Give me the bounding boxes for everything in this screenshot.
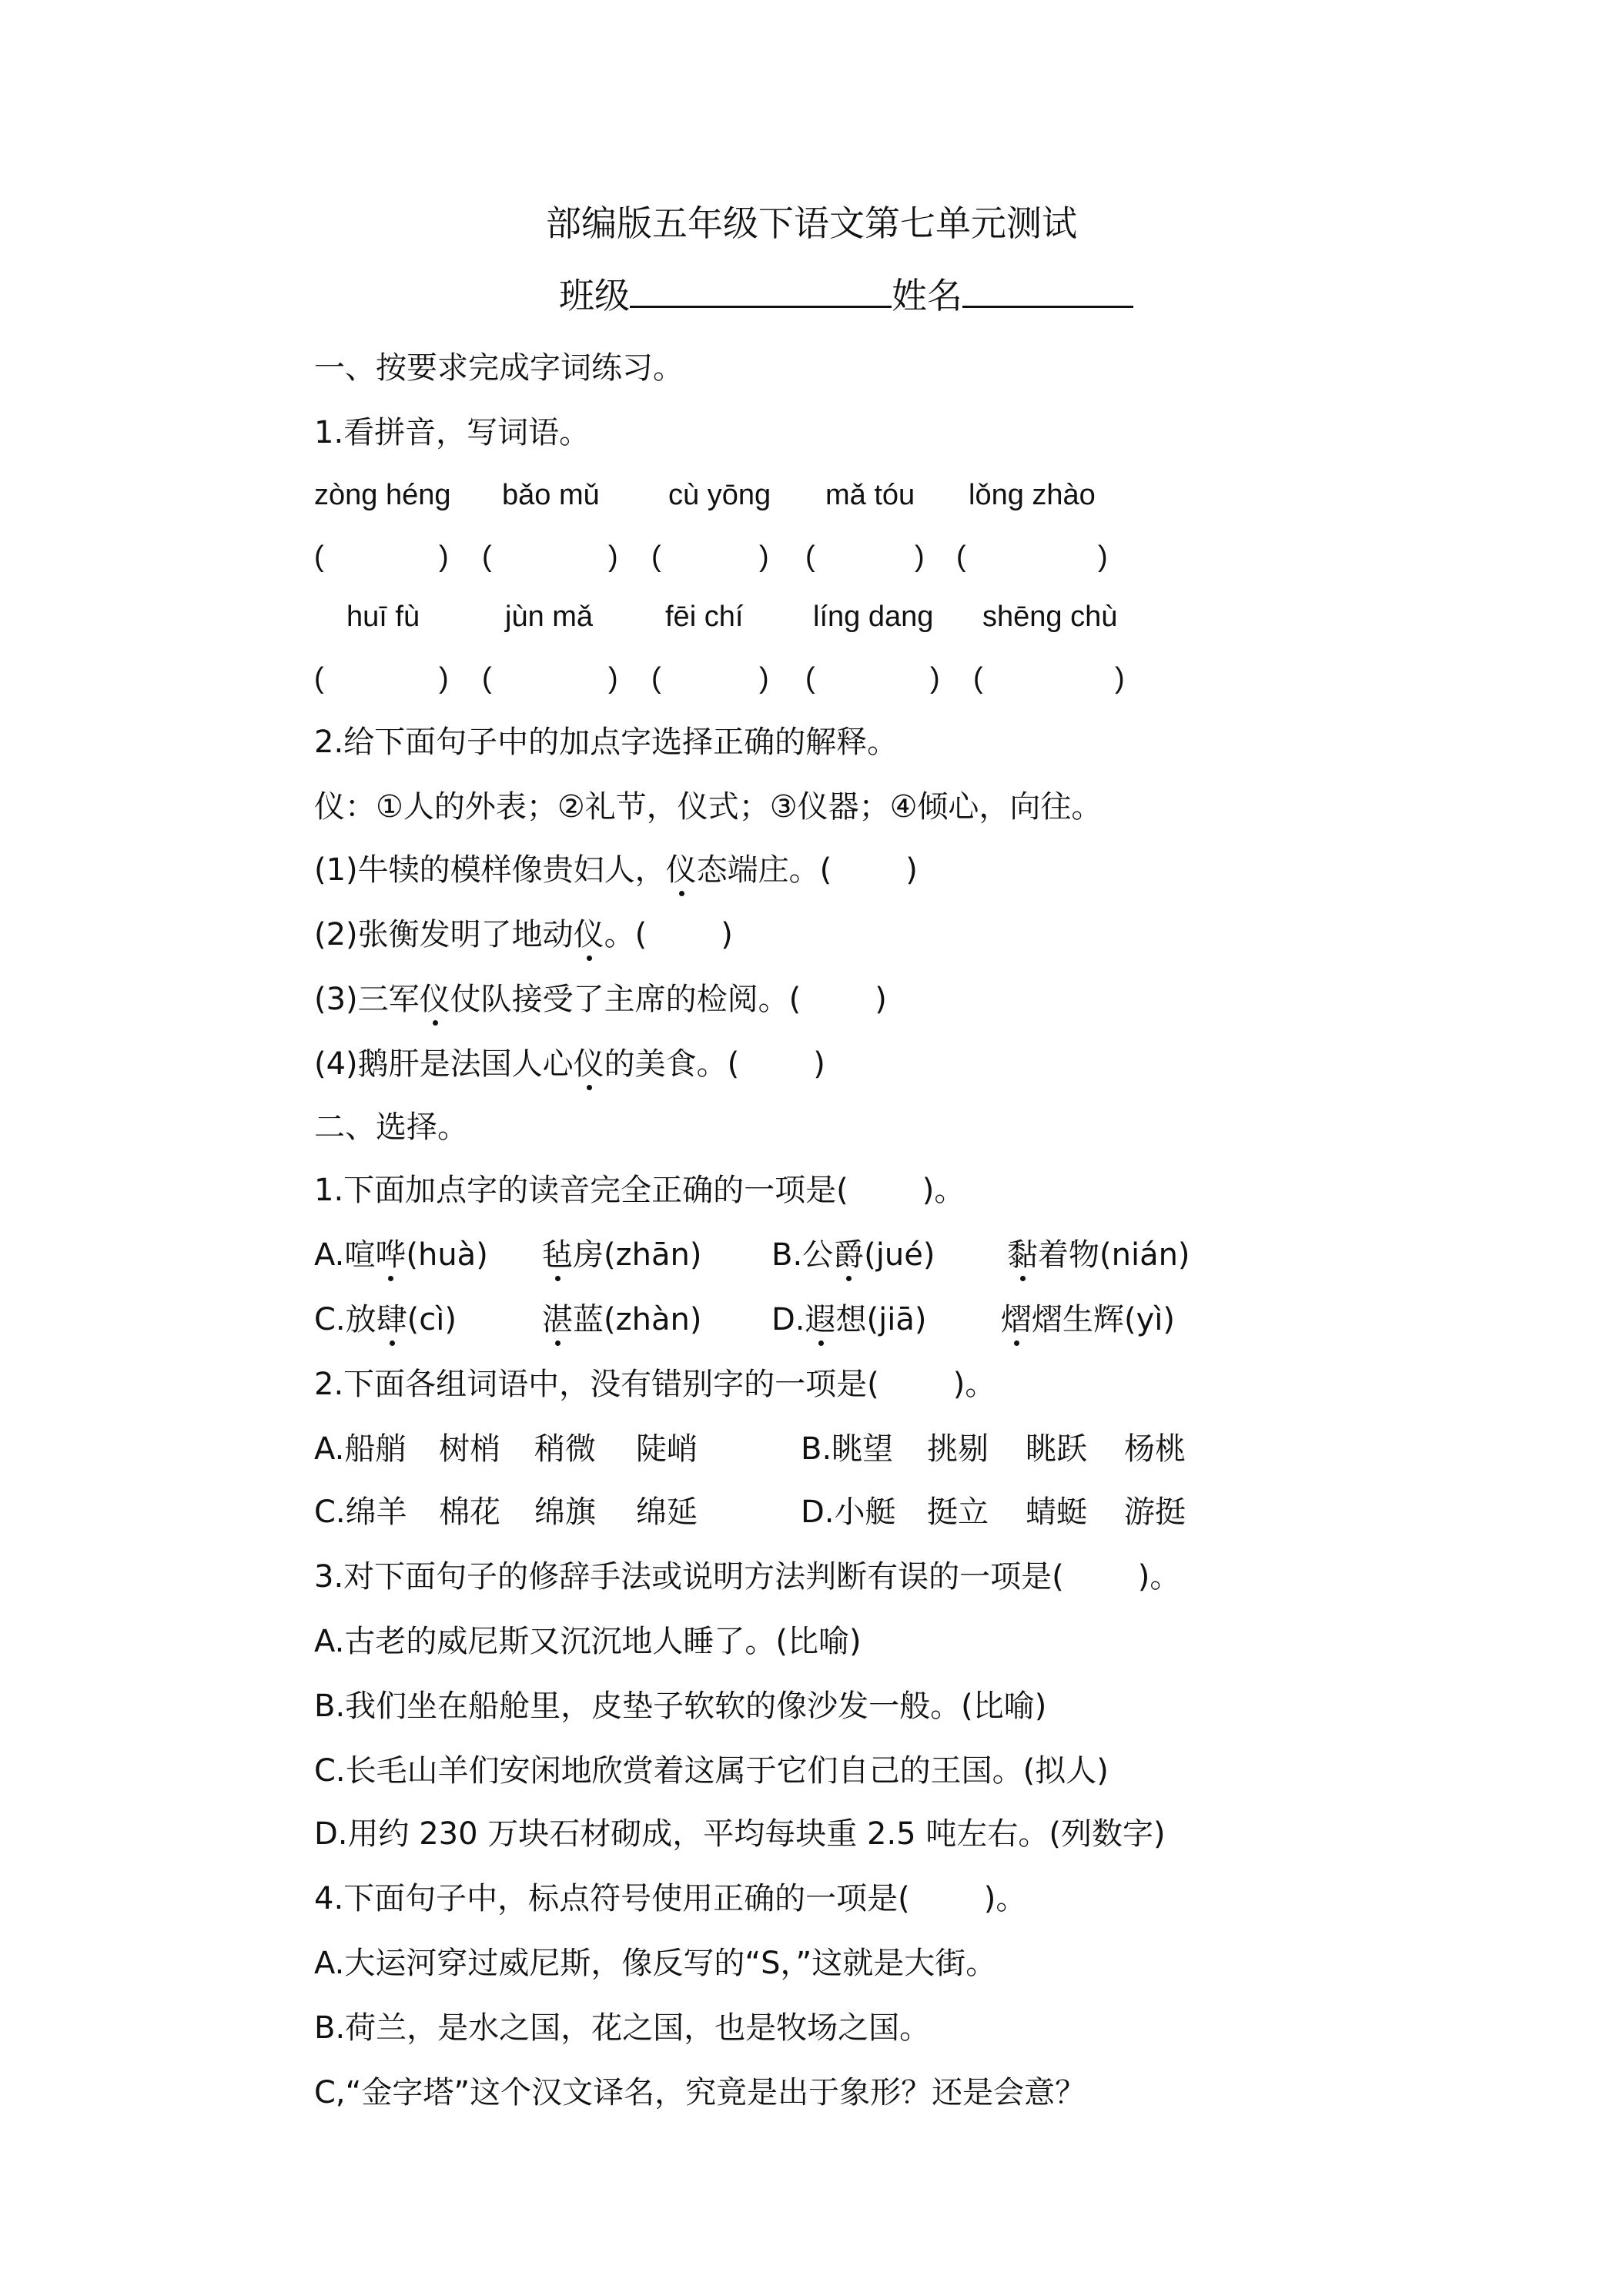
- sentence-item: (1)牛犊的模样像贵妇人，仪态端庄。( ): [314, 848, 918, 892]
- dotted-char: 仪: [420, 978, 450, 1021]
- class-label: 班级: [559, 275, 630, 316]
- option-d-words: 游挺: [1124, 1494, 1186, 1530]
- option-d: D.遐想(jiā): [771, 1298, 926, 1341]
- option-b-2: 黏着物(nián): [1007, 1233, 1190, 1277]
- option-b: B.公爵(jué): [771, 1233, 935, 1277]
- option-a: A.喧哗(huà): [314, 1233, 488, 1277]
- sentence-item: (2)张衡发明了地动仪。( ): [314, 913, 733, 956]
- dotted-char: 湛: [542, 1298, 573, 1341]
- pinyin-item: huī fù: [346, 601, 420, 633]
- page-title: 部编版五年级下语文第七单元测试: [546, 202, 1077, 244]
- option-b: B.荷兰，是水之国，花之国，也是牧场之国。: [314, 2010, 931, 2046]
- definition-line: 仪：①人的外表；②礼节，仪式；③仪器；④倾心，向往。: [314, 789, 1103, 825]
- option-c: C,“金字塔”这个汉文译名，究竟是出于象形？还是会意？: [314, 2075, 1086, 2110]
- pinyin-item: lǒng zhào: [969, 479, 1096, 511]
- dotted-char: 仪: [574, 913, 604, 956]
- q2-4-prompt: 4.下面句子中，标点符号使用正确的一项是( )。: [314, 1881, 1027, 1916]
- sentence-item: (3)三军仪仗队接受了主席的检阅。( ): [314, 978, 887, 1021]
- q1-2-prompt: 2.给下面句子中的加点字选择正确的解释。: [314, 725, 899, 760]
- option-a-words: 陡峭: [636, 1431, 698, 1467]
- pinyin-item: fēi chí: [665, 601, 744, 633]
- worksheet-page: 部编版五年级下语文第七单元测试 班级 姓名 一、按要求完成字词练习。 1.看拼音，写词语。 zòng héng bǎo mǔ cù yōng mǎ tóu lǒng zhào ( ) ( ) ( ) ( ) ( ) huī fù jùn mǎ fēi chí líng dang shēng chù ( ) ( ) ( ) ( ) ( ) 2.给下面句子中的加点字选择正确的解释。 仪：①人的外表；②礼节，仪式；③仪器；④倾心，向往。 (1)牛犊的模样像贵妇人，仪态端庄。( ) (2)张衡发明了地动仪。( ) (3)三军仪仗队接受了主席的检阅。( ) (4)鹅肝是法国人心仪的美食。( ) 二、选择。 1.下面加点字的读音完全正确的一项是( )。 A.喧哗(huà) 毡房(zhān) B.公爵(jué) 黏着物(nián) C.放肆(cì) 湛蓝(zhàn) D.遐想(jiā) 熠熠生辉(yì) 2.下面各组词语中，没有错别字的一项是( )。 A.船艄 树梢 稍微 陡峭 B.眺望 挑剔 眺跃 杨桃 C.绵羊 棉花 绵旗 绵延 D.小艇 挺立 蜻蜓 游挺 3.对下面句子的修辞手法或说明方法判断有误的一项是( )。 A.古老的威尼斯又沉沉地人睡了。(比喻) B.我们坐在船舱里，皮垫子软软的像沙发一般。(比喻) C.长毛山羊们安闲地欣赏着这属于它们自己的王国。(拟人) D.用约 230 万块石材砌成，平均每块重 2.5 吨左右。(列数字) 4.下面句子中，标点符号使用正确的一项是( )。 A.大运河穿过威尼斯，像反写的“S，”这就是大街。 B.荷兰，是水之国，花之国，也是牧场之国。 C,“金字塔”这个汉文译名，究竟是出于象形？还是会意？: [0, 0, 1623, 2296]
- name-label: 姓名: [892, 275, 962, 316]
- option-c-2: 湛蓝(zhàn): [542, 1298, 701, 1341]
- option-a: A.古老的威尼斯又沉沉地人睡了。(比喻): [314, 1624, 862, 1659]
- option-d-2: 熠熠生辉(yì): [1001, 1298, 1175, 1341]
- option-b-words: 挑剔: [927, 1431, 989, 1467]
- pinyin-item: shēng chù: [982, 601, 1118, 633]
- dotted-char: 黏: [1007, 1233, 1038, 1277]
- section-2-heading: 二、选择。: [314, 1110, 468, 1145]
- dotted-char: 毡: [542, 1233, 573, 1277]
- option-c-words: 绵延: [636, 1494, 698, 1530]
- dotted-char: 仪: [574, 1043, 604, 1086]
- dotted-char: 爵: [833, 1233, 864, 1277]
- option-d-words: 挺立: [927, 1494, 989, 1530]
- q2-3-prompt: 3.对下面句子的修辞手法或说明方法判断有误的一项是( )。: [314, 1559, 1181, 1595]
- option-b-words: 杨桃: [1124, 1431, 1186, 1467]
- name-blank[interactable]: [962, 272, 1133, 308]
- dotted-char: 熠: [1001, 1298, 1032, 1341]
- pinyin-item: cù yōng: [668, 479, 771, 511]
- option-c-words: 棉花: [439, 1494, 500, 1530]
- pinyin-item: zòng héng: [314, 479, 451, 511]
- option-b: B.我们坐在船舱里，皮垫子软软的像沙发一般。(比喻): [314, 1689, 1047, 1724]
- sentence-item: (4)鹅肝是法国人心仪的美食。( ): [314, 1043, 825, 1086]
- pinyin-item: mǎ tóu: [825, 479, 915, 511]
- option-a-2: 毡房(zhān): [542, 1233, 701, 1277]
- option-d: D.用约 230 万块石材砌成，平均每块重 2.5 吨左右。(列数字): [314, 1816, 1166, 1852]
- option-c-words: C.绵羊: [314, 1494, 407, 1530]
- option-c: C.放肆(cì): [314, 1298, 457, 1341]
- dotted-char: 遐: [805, 1298, 836, 1341]
- option-c-words: 绵旗: [534, 1494, 596, 1530]
- option-b-words: 眺跃: [1026, 1431, 1087, 1467]
- option-d-words: D.小艇: [801, 1494, 896, 1530]
- q2-2-prompt: 2.下面各组词语中，没有错别字的一项是( )。: [314, 1367, 996, 1402]
- dotted-char: 哗: [375, 1233, 406, 1277]
- class-blank[interactable]: [630, 272, 892, 308]
- pinyin-item: bǎo mǔ: [502, 479, 600, 511]
- option-a-words: 稍微: [534, 1431, 596, 1467]
- pinyin-item: líng dang: [813, 601, 934, 633]
- option-a-words: A.船艄: [314, 1431, 407, 1467]
- option-c: C.长毛山羊们安闲地欣赏着这属于它们自己的王国。(拟人): [314, 1753, 1109, 1789]
- pinyin-item: jùn mǎ: [505, 601, 594, 633]
- option-a-words: 树梢: [439, 1431, 500, 1467]
- option-d-words: 蜻蜓: [1026, 1494, 1087, 1530]
- dotted-char: 肆: [376, 1298, 407, 1341]
- option-a: A.大运河穿过威尼斯，像反写的“S，”这就是大街。: [314, 1946, 997, 1981]
- student-info-line: [559, 271, 1133, 320]
- q2-1-prompt: 1.下面加点字的读音完全正确的一项是( )。: [314, 1173, 965, 1208]
- dotted-char: 仪: [666, 848, 697, 892]
- section-1-heading: 一、按要求完成字词练习。: [314, 350, 684, 386]
- q1-1-prompt: 1.看拼音，写词语。: [314, 415, 591, 450]
- option-b-words: B.眺望: [801, 1431, 894, 1467]
